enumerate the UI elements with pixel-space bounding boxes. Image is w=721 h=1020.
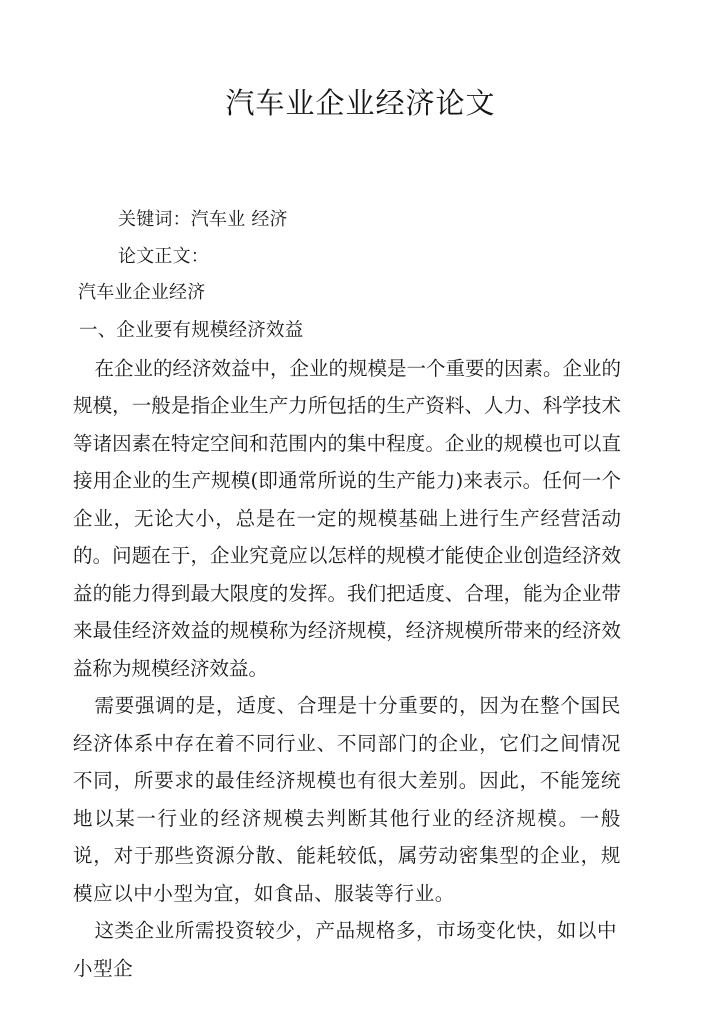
paragraph-2: 需要强调的是，适度、合理是十分重要的，因为在整个国民经济体系中存在着不同行业、不同部门的企业，它们之间情况不同，所要求的最佳经济规模也有很大差别。因此，不能笼统地以某一行业的经济规模去判断其他行业的经济规模。一般说，对于那些资源分散、能耗较低，属劳动密集型的企业，规模应以中小型为宜，如食品、服装等行业。 [73, 694, 621, 905]
paragraph-3: 这类企业所需投资较少，产品规格多，市场变化快，如以中小型企 [73, 919, 618, 980]
document-body [73, 312, 621, 987]
subject-line: 汽车业企业经济 [78, 282, 206, 304]
page-title: 汽车业企业经济论文 [225, 86, 496, 120]
keywords-line: 关键词：汽车业 经济 [118, 209, 288, 230]
body-label-line: 论文正文： [118, 245, 209, 267]
section-heading-1: 一、企业要有规模经济效益 [79, 320, 304, 341]
document-metadata-block [78, 202, 638, 312]
paragraph-1: 在企业的经济效益中，企业的规模是一个重要的因素。企业的规模，一般是指企业生产力所包括的生产资料、人力、科学技术等诸因素在特定空间和范围内的集中程度。企业的规模也可以直接用企业的生产规模(即通常所说的生产能力)来表示。任何一个企业，无论大小，总是在一定的规模基础上进行生产经营活动的。问题在于，企业究竟应以怎样的规模才能使企业创造经济效益的能力得到最大限度的发挥。我们把适度、合理，能为企业带来最佳经济效益的规模称为经济规模，经济规模所带来的经济效益称为规模经济效益。 [73, 356, 621, 680]
